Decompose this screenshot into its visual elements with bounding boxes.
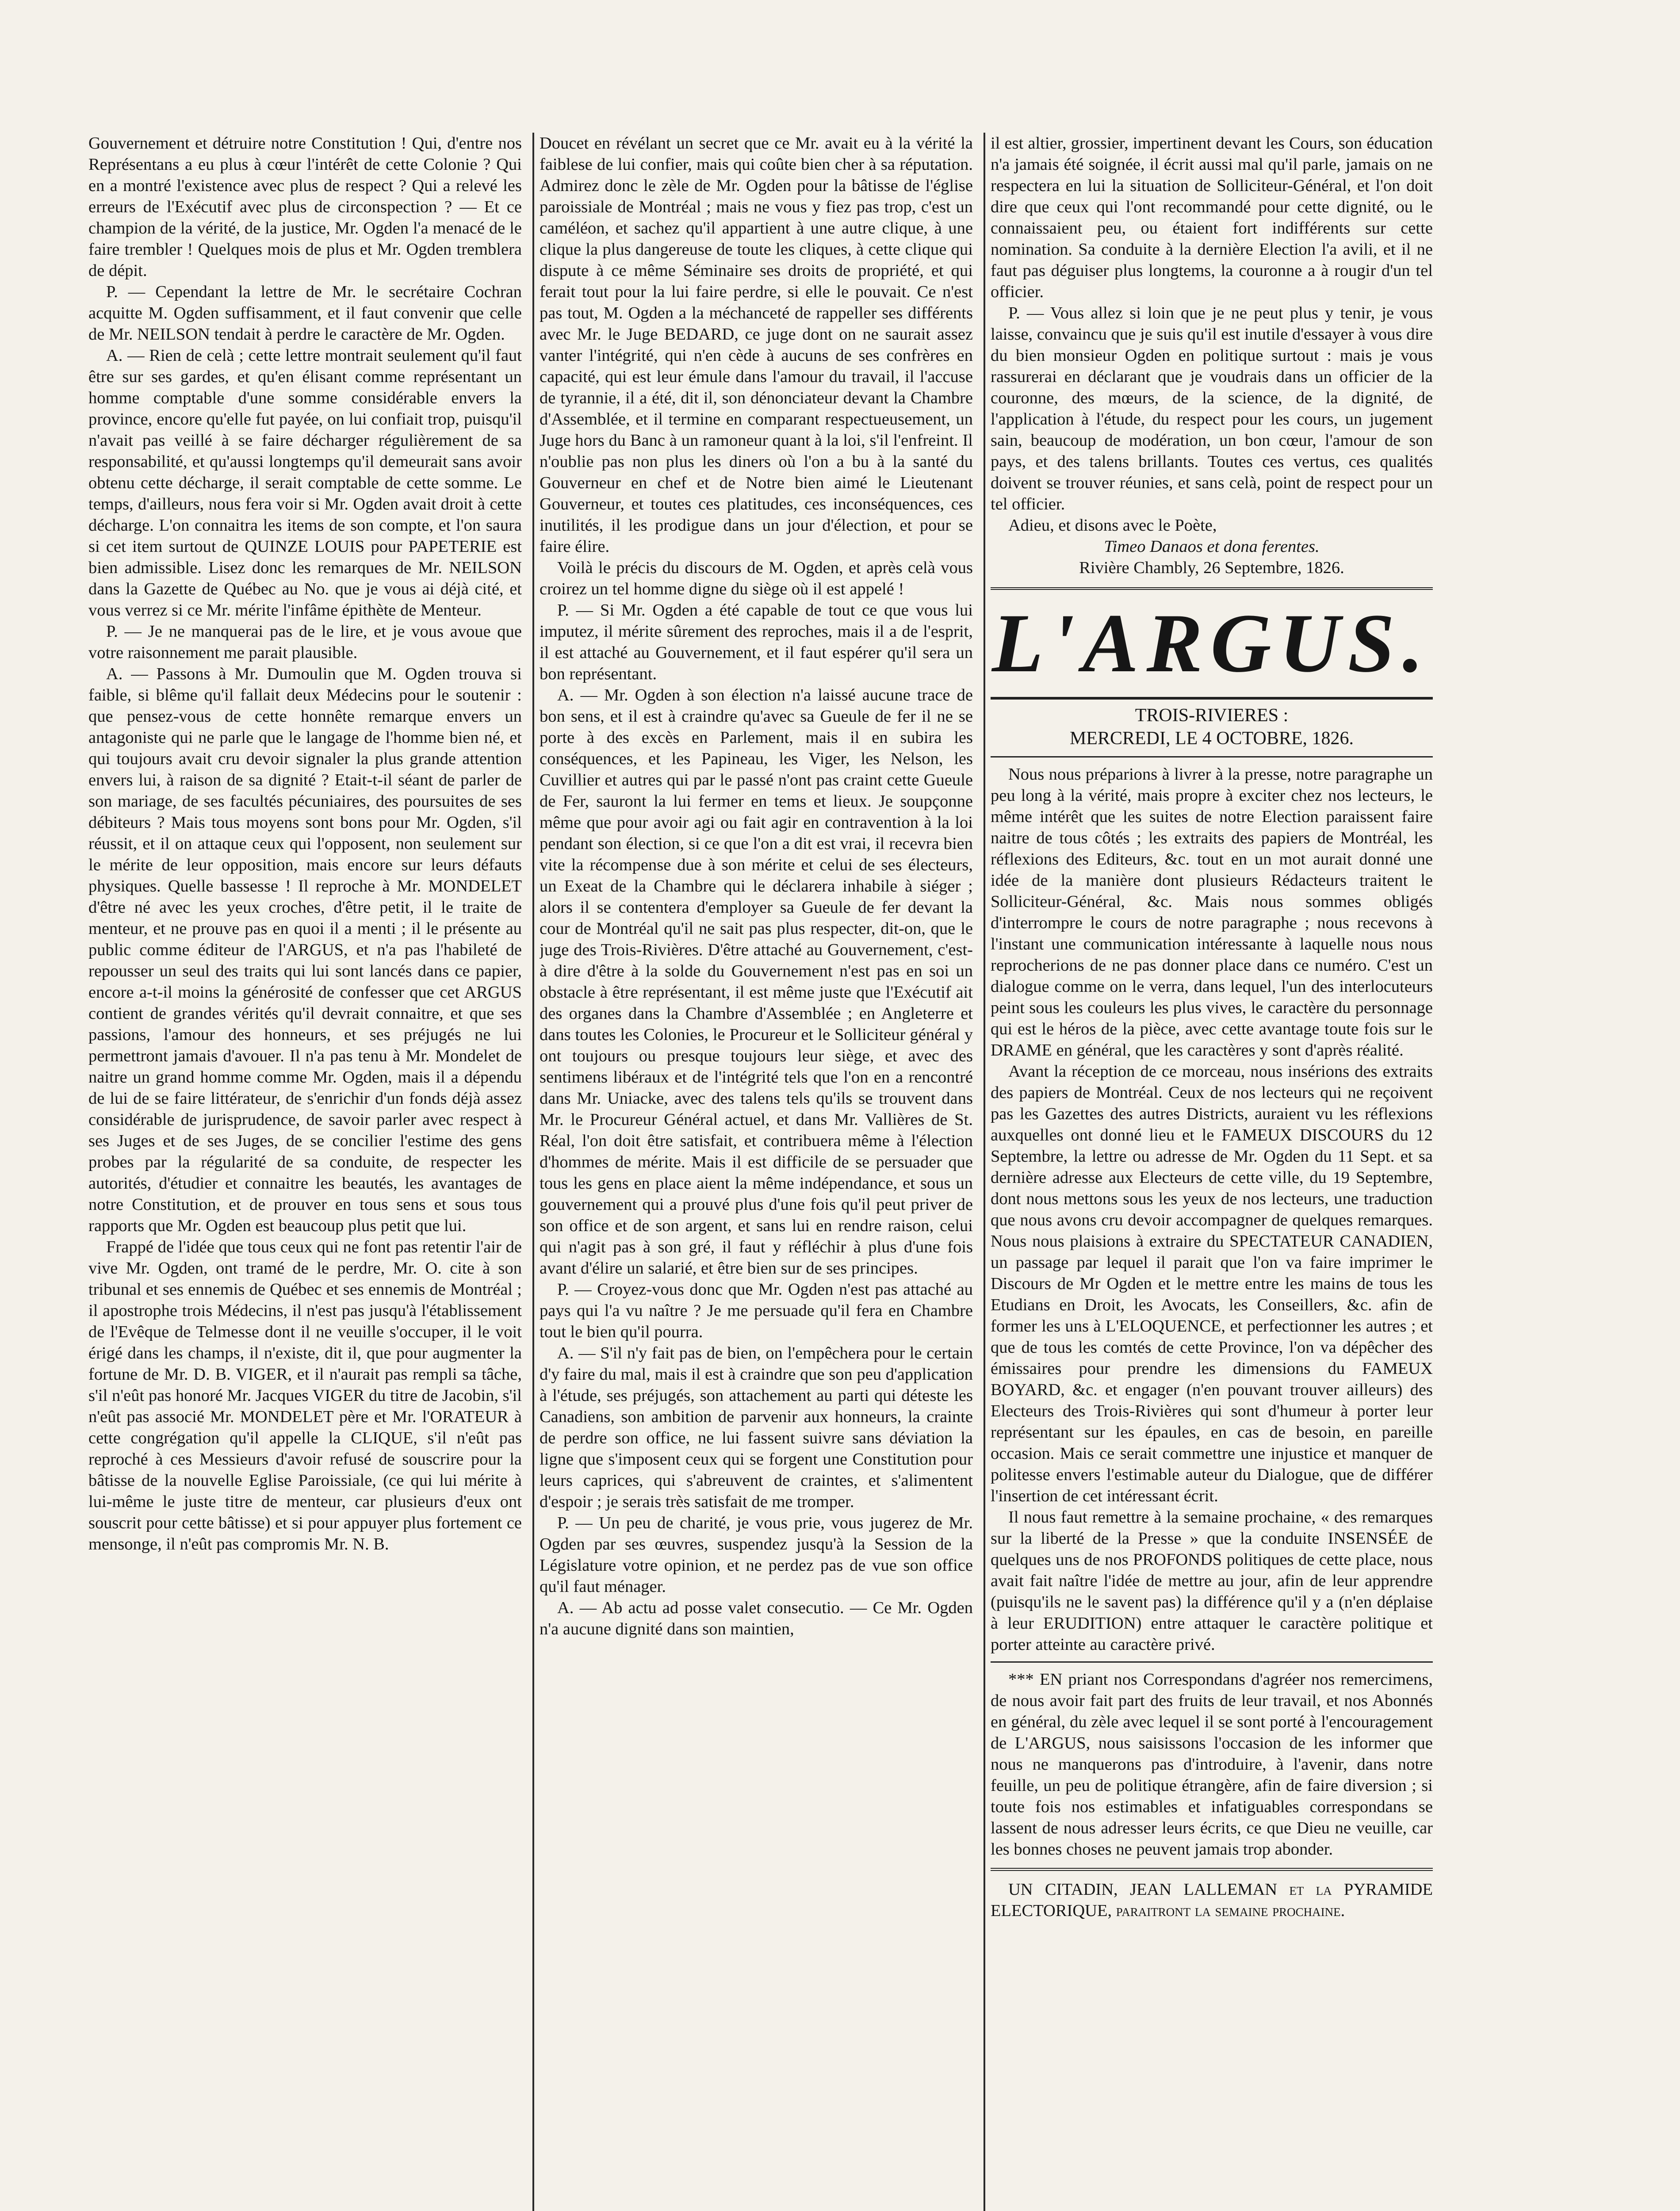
masthead-title: L'ARGUS. (991, 587, 1433, 700)
paragraph: Voilà le précis du discours de M. Ogden, et après celà vous croirez un tel homme digne du siège où il est appelé ! (540, 558, 973, 598)
signature-line: Rivière Chambly, 26 Septembre, 1826. (1079, 558, 1344, 577)
paragraph: A. — Ab actu ad posse valet consecutio. — Ce Mr. Ogden n'a aucune dignité dans son maintien, (540, 1599, 973, 1638)
column-divider (984, 133, 985, 2211)
paragraph: Gouvernement et détruire notre Constitution ! Qui, d'entre nos Représentans a eu plus à cœur l'intérêt de cette Colonie ? Qui en a montré l'existence avec plus de respect ? Qui a relevé les erreurs de l'Exécutif avec plus de circonspection ? — Et ce champion de la vérité, de la justice, Mr. Ogden l'a menacé de le faire trembler ! Quelques mois de plus et Mr. Ogden tremblera de dépit. (88, 134, 522, 280)
paragraph: A. — Passons à Mr. Dumoulin que M. Ogden trouva si faible, si blême qu'il fallait deux Médecins pour le soutenir : que pensez-vous de cette honnête remarque envers un antagoniste qui ne parle que le langage de l'homme bien né, et qui toujours avait cru devoir signaler la plus grande attention envers lui, à raison de sa dignité ? Etait-t-il séant de parler de son mariage, de ses facultés pécuniaires, des poursuites de ses débiteurs ? Mais tous moyens sont bons pour Mr. Ogden, s'il réussit, et il on attaque ceux qui l'opposent, non seulement sur le mérite de leur opposition, mais encore sur leurs défauts physiques. Quelle bassesse ! Il reproche à Mr. MONDELET d'être né avec les yeux croches, d'être petit, il le traite de menteur, et ne prouve pas en quoi il a menti ; il le présente au public comme éditeur de l'ARGUS, et n'a pas l'habileté de repousser un seul des traits qui lui sont lancés dans ce papier, encore a-t-il moins la générosité de confesser que cet ARGUS contient de grandes vérités qu'il devrait connaitre, et que ses passions, l'amour des honneurs, et ses préjugés ne lui permettront jamais d'avouer. Il n'a pas tenu à Mr. Mondelet de naitre un grand homme comme Mr. Ogden, mais il a dépendu de lui de se faire littérateur, de s'enrichir d'un fonds déjà assez considérable de jurisprudence, de savoir parler avec respect à ses Juges et de ses Juges, de se concilier l'estime des gens probes par la régularité de sa conduite, de respecter les autorités, d'étudier et connaitre les beautés, les avantages de notre Constitution, et de prouver en tous sens et sous tous rapports que Mr. Ogden est beaucoup plus petit que lui. (88, 665, 522, 1235)
paragraph: Adieu, et disons avec le Poète, (1008, 516, 1217, 535)
paragraph: Il nous faut remettre à la semaine prochaine, « des remarques sur la liberté de la Presse » que la conduite INSENSÉE de quelques uns de nos PROFONDS politiques de cette place, nous avait fait naître l'idée de mettre au jour, afin de leur apprendre (puisqu'ils ne le savent pas) la différence qu'il y a (n'en déplaise à leur ERUDITION) entre attaquer le caractère politique et porter atteinte au caractère privé. (991, 1508, 1433, 1654)
column-3 (991, 133, 1433, 2211)
paragraph: Avant la réception de ce morceau, nous insérions des extraits des papiers de Montréal. Ceux de nos lecteurs qui ne reçoivent pas les Gazettes des autres Districts, auraient vu les réflexions auxquelles ont donné lieu et le FAMEUX DISCOURS du 12 Septembre, la lettre ou adresse de Mr. Ogden du 11 Sept. et sa dernière adresse aux Electeurs de cette ville, du 19 Septembre, dont nous mettons sous les yeux de nos lecteurs, une traduction que nous avons cru devoir accompagner de quelques remarques. Nous nous plaisions à extraire du SPECTATEUR CANADIEN, un passage par lequel il parait que l'on va faire imprimer le Discours de Mr Ogden et le mettre entre les mains de tous les Etudians en Droit, les Avocats, les Conseillers, &c. afin de former les uns à L'ELOQUENCE, et perfectionner les autres ; et que de tous les comtés de cette Province, l'on va dépêcher des émissaires pour prendre les dimensions du FAMEUX BOYARD, &c. et engager (n'en pouvant trouver ailleurs) des Electeurs des Trois-Rivières qui sont d'humeur à porter leur représentant sur les épaules, en cas de besoin, en pareille occasion. Mais ce serait commettre une injustice et manquer de politesse envers l'estimable auteur du Dialogue, que de différer l'insertion de cet intéressant écrit. (991, 1062, 1433, 1505)
separator (991, 756, 1433, 757)
paragraph: il est altier, grossier, impertinent devant les Cours, son éducation n'a jamais été soignée, il écrit aussi mal qu'il parle, jamais on ne respectera en lui la situation de Solliciteur-Général, et l'on doit dire que ceux qui l'ont recommandé pour cette dignité, ou le connaissaient peu, ou étaient fort indifférents sur cette nomination. Sa conduite à la dernière Election l'a avili, et il ne faut pas déguiser plus longtems, la couronne a à rougir d'un tel officier. (991, 134, 1433, 301)
separator (991, 1868, 1433, 1871)
paragraph: Nous nous préparions à livrer à la presse, notre paragraphe un peu long à la vérité, mais propre à exciter chez nos lecteurs, le même intérêt que les suites de notre Election paraissent faire naitre de tous côtés ; les extraits des papiers de Montréal, les réflexions des Editeurs, &c. tout en un mot aurait donné une idée de la manière dont plusieurs Rédacteurs traitent le Solliciteur-Général, &c. Mais nous sommes obligés d'interrompre le cours de notre paragraphe ; nous recevons à l'instant une communication intéressante à laquelle nous nous reprocherions de ne pas donner place dans ce numéro. C'est un dialogue comme on le verra, dans lequel, l'un des interlocuteurs peint sous les couleurs les plus vives, le caractère du personnage qui est le héros de la pièce, avec cette avantage toute fois sur le DRAME en général, que les caractères y sont d'après réalité. (991, 765, 1433, 1060)
latin-motto: Timeo Danaos et dona ferentes. (1104, 537, 1320, 556)
column-1 (88, 133, 522, 2211)
paragraph: P. — Vous allez si loin que je ne peut plus y tenir, je vous laisse, convaincu que je suis qu'il est inutile d'essayer à vous dire du bien monsieur Ogden en politique surtout : mais je vous rassurerai en déclarant que je voudrais dans un officier de la couronne, des mœurs, de la science, de la dignité, de l'application à l'étude, du respect pour les cours, un jugement sain, beaucoup de modération, un bon cœur, l'amour de son pays, et des talens brillants. Toutes ces vertus, ces qualités doivent se trouver réunies, et sans celà, point de respect pour un tel officier. (991, 304, 1433, 513)
paragraph: Doucet en révélant un secret que ce Mr. avait eu à la vérité la faiblese de lui confier, mais qui coûte bien cher à sa réputation. Admirez donc le zèle de Mr. Ogden pour la bâtisse de l'église paroissiale de Montréal ; mais ne vous y fiez pas trop, c'est un caméléon, et sachez qu'il appartient à une autre clique, à une clique la plus dangereuse de toute les cliques, à cette clique qui dispute à ce même Séminaire ses droits de propriété, et qui ferait tout pour la lui faire perdre, si elle le pouvait. Ce n'est pas tout, M. Ogden a la méchanceté de rappeller ses différents avec Mr. le Juge BEDARD, ce juge dont on ne saurait assez vanter l'intégrité, qui n'en cède à aucuns de ses confrères en capacité, qui est leur émule dans l'amour du travail, il l'accuse de tyrannie, il a été, dit il, son dénonciateur devant la Chambre d'Assemblée, et il termine en comparant respectueusement, un Juge hors du Banc à un ramoneur quant à la loi, s'il l'enfreint. Il n'oublie pas non plus les diners où l'on a bu à la santé du Gouverneur en chef et de Notre bien aimé le Lieutenant Gouverneur, et toutes ces platitudes, ces inconséquences, ces inutilités, il les prodigue dans un jour d'élection, et pour se faire élire. (540, 134, 973, 556)
paragraph: A. — S'il n'y fait pas de bien, on l'empêchera pour le certain d'y faire du mal, mais il est à craindre que son peu d'application à l'étude, ses préjugés, son attachement au parti qui déteste les Canadiens, son ambition de parvenir aux honneurs, la crainte de perdre son office, ne lui fassent suivre sans déviation la ligne que s'imposent ceux qui se forgent une Constitution pour leurs caprices, qui s'abreuvent de craintes, et s'alimentent d'espoir ; je serais très satisfait de me tromper. (540, 1344, 973, 1511)
paragraph: A. — Mr. Ogden à son élection n'a laissé aucune trace de bon sens, et il est à craindre qu'avec sa Gueule de fer il ne se porte à des excès en Parlement, mais il en subira les conséquences, et les Papineau, les Viger, les Nelson, les Cuvillier et autres qui par le passé n'ont pas craint cette Gueule de Fer, sauront la lui fermer en tems et lieux. Je soupçonne même que pour avoir agi ou fait agir en contravention à la loi pendant son élection, si ce que l'on a dit est vrai, il recevra bien vite la récompense due à son mérite et celui de ses électeurs, un Exeat de la Chambre qui le déclarera inhabile à siéger ; alors il se contentera d'employer sa Gueule de fer devant la cour de Montréal qu'il ne sait pas plus respecter, dit-on, que le juge des Trois-Rivières. D'être attaché au Gouvernement, c'est-à dire d'être à la solde du Gouvernement n'est pas en soi un obstacle à être représentant, il est même juste que l'Exécutif ait des organes dans la Chambre d'Assemblée ; en Angleterre et dans toutes les Colonies, le Procureur et le Solliciteur général y ont toujours ou presque toujours leur siège, et avec des sentimens libéraux et de l'intégrité tels que l'on en a rencontré dans Mr. Uniacke, avec des talens tels qu'ils se trouvent dans Mr. le Procureur Général actuel, et dans Mr. Vallières de St. Réal, l'on doit être satisfait, et contribuera même à l'élection d'hommes de mérite. Mais il est difficile de se persuader que tous les gens en place aient la même indépendance, et sous un gouvernement qui a prouvé plus d'une fois qu'il peut priver de son office et de son argent, et sans lui en rendre raison, celui qui n'agit pas à son gré, il faut y réfléchir à plus d'une fois avant d'élire un salarié, et être bien sur de ses principes. (540, 686, 973, 1278)
column-divider (532, 133, 534, 2211)
paragraph: P. — Si Mr. Ogden a été capable de tout ce que vous lui imputez, il mérite sûrement des reproches, mais il a de l'esprit, il est attaché au Gouvernement, et il faut espérer qu'il sera un bon représentant. (540, 601, 973, 683)
paragraph: P. — Croyez-vous donc que Mr. Ogden n'est pas attaché au pays qui l'a vu naître ? Je me persuade qu'il fera en Chambre tout le bien qu'il pourra. (540, 1280, 973, 1341)
footer-note: UN CITADIN, JEAN LALLEMAN et la PYRAMIDE ELECTORIQUE, paraitront la semaine prochaine. (991, 1880, 1433, 1920)
paragraph: A. — Rien de celà ; cette lettre montrait seulement qu'il faut être sur ses gardes, et qu'en élisant comme représentant un homme comptable d'une somme considérable envers la province, encore qu'elle fut payée, on lui confiait trop, puisqu'il n'avait pas veillé à se faire décharger régulièrement de sa responsabilité, et qu'aussi longtemps qu'il demeurait sans avoir obtenu cette décharge, il serait comptable de cette somme. Le temps, d'ailleurs, nous fera voir si Mr. Ogden avait droit à cette décharge. L'on connaitra les items de son compte, et l'on saura si cet item surtout de QUINZE LOUIS pour PAPETERIE est bien admissible. Lisez donc les remarques de Mr. NEILSON dans la Gazette de Québec au No. que je vous ai déjà cité, et vous verrez si ce Mr. mérite l'infâme épithète de Menteur. (88, 346, 522, 620)
column-2 (540, 133, 973, 2211)
paragraph: P. — Je ne manquerai pas de le lire, et je vous avoue que votre raisonnement me parait plausible. (88, 622, 522, 662)
newspaper-page (88, 133, 1433, 2211)
place-line: TROIS-RIVIERES : (1135, 705, 1289, 726)
paragraph: Frappé de l'idée que tous ceux qui ne font pas retentir l'air de vive Mr. Ogden, ont tramé de le perdre, Mr. O. cite à son tribunal et ses ennemis de Québec et ses ennemis de Montréal ; il apostrophe trois Médecins, il n'est pas jusqu'à l'établissement de l'Evêque de Telmesse dont il ne veuille s'occuper, il le voit érigé dans les champs, il n'existe, dit il, que pour augmenter la fortune de Mr. D. B. VIGER, et il n'aurait pas rempli sa tâche, s'il n'eût pas honoré Mr. Jacques VIGER du titre de Jacobin, s'il n'eût pas associé Mr. MONDELET père et Mr. l'ORATEUR à cette congrégation qu'il appelle la CLIQUE, s'il n'eût pas reproché à ces Messieurs d'avoir refusé de souscrire pour la bâtisse de la nouvelle Eglise Paroissiale, (ce qui lui mérite à lui-même le juste titre de menteur, car plusieurs d'eux ont souscrit pour cette bâtisse) et si pour appuyer plus fortement ce mensonge, il n'eût pas compromis Mr. N. B. (88, 1238, 522, 1553)
paragraph: *** EN priant nos Correspondans d'agréer nos remercimens, de nous avoir fait part des fruits de leur travail, et nos Abonnés en général, du zèle avec lequel il se sont porté à l'encouragement de L'ARGUS, nous saisissons l'occasion de les informer que nous ne manquerons pas d'introduire, à l'avenir, dans notre feuille, un peu de politique étrangère, afin de faire diversion ; si toute fois nos estimables et infatiguables correspondans se lassent de nous adresser leurs écrits, ce que Dieu ne veuille, car les bonnes choses ne peuvent jamais trop abonder. (991, 1670, 1433, 1859)
paragraph: P. — Cependant la lettre de Mr. le secrétaire Cochran acquitte M. Ogden suffisamment, et il faut convenir que celle de Mr. NEILSON tendait à perdre le caractère de Mr. Ogden. (88, 283, 522, 344)
date-line: MERCREDI, LE 4 OCTOBRE, 1826. (1069, 728, 1354, 749)
separator (991, 1661, 1433, 1663)
paragraph: P. — Un peu de charité, je vous prie, vous jugerez de Mr. Ogden par ses œuvres, suspendez jusqu'à la Session de la Législature votre opinion, et ne perdez pas de vue son office qu'il faut ménager. (540, 1514, 973, 1596)
